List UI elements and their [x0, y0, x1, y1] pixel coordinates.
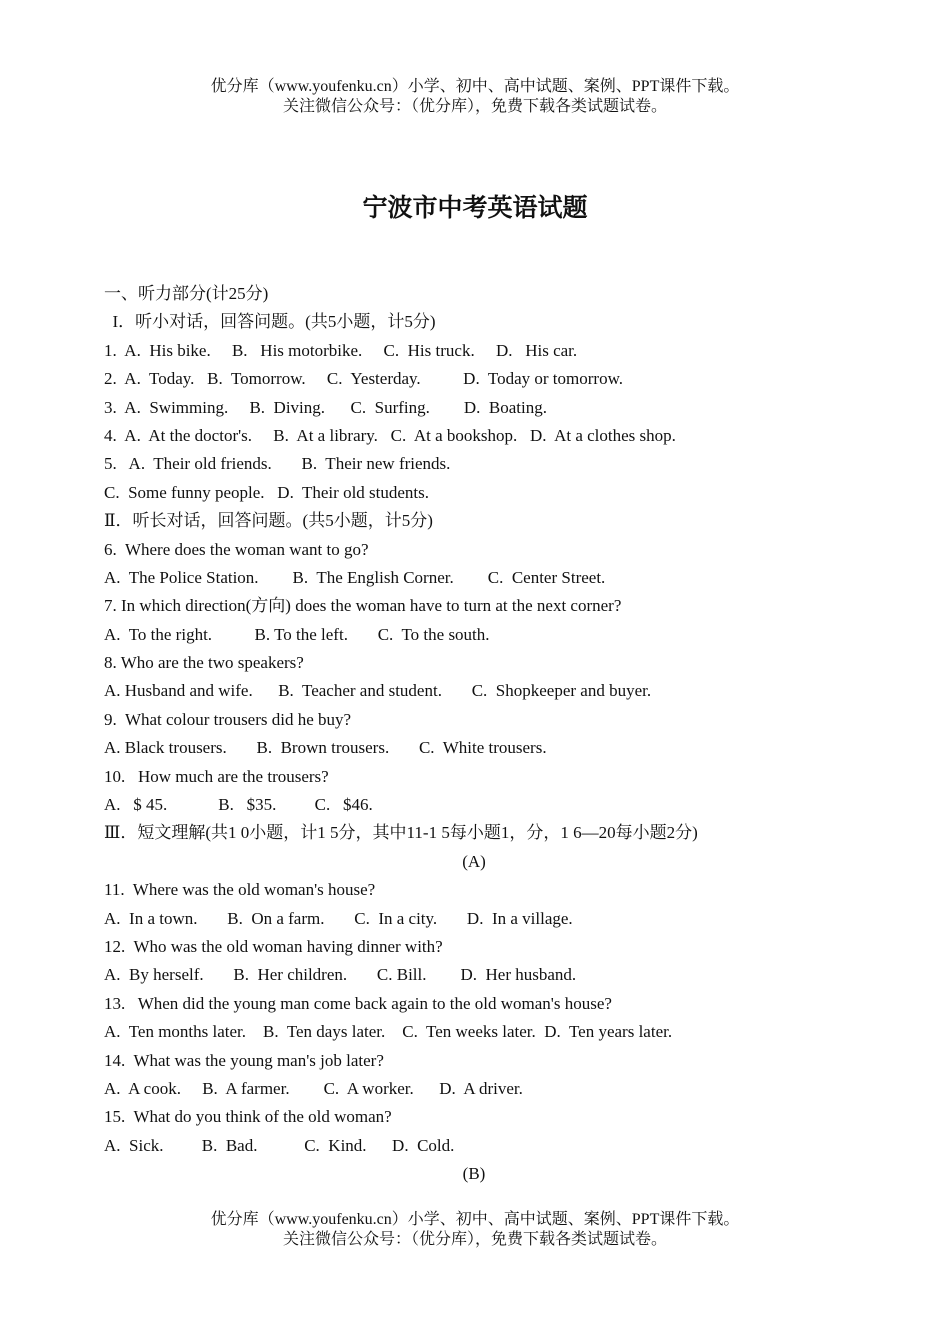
header-line-1: 优分库（www.youfenku.cn）小学、初中、高中试题、案例、PPT课件下载。: [210, 78, 740, 95]
options-line: A. By herself. B. Her children. C. Bill. D. Her husband.: [104, 965, 577, 985]
options-line: A. $ 45. B. $35. C. $46.: [104, 795, 373, 815]
question-line: 3. A. Swimming. B. Diving. C. Surfing. D. Boating.: [104, 397, 547, 417]
question-line: 7. In which direction(方向) does the woman have to turn at the next corner?: [104, 596, 622, 616]
question-line: 13. When did the young man come back again to the old woman's house?: [104, 993, 612, 1013]
question-line: 15. What do you think of the old woman?: [104, 1107, 392, 1127]
question-line: 8. Who are the two speakers?: [104, 653, 304, 673]
options-line: A. Black trousers. B. Brown trousers. C. White trousers.: [104, 738, 547, 758]
page-footer: [0, 1210, 950, 1250]
question-line: 1. A. His bike. B. His motorbike. C. His truck. D. His car.: [104, 340, 578, 360]
passage-label: (A): [462, 851, 486, 871]
options-line: A. Husband and wife. B. Teacher and student. C. Shopkeeper and buyer.: [104, 681, 652, 701]
question-line: 14. What was the young man's job later?: [104, 1050, 384, 1070]
part-heading: Ⅱ．听长对话，回答问题。(共5小题，计5分): [104, 511, 433, 531]
document-body: [104, 280, 864, 1189]
question-line: 4. A. At the doctor's. B. At a library. C. At a bookshop. D. At a clothes shop.: [104, 425, 676, 445]
question-line: 5. A. Their old friends. B. Their new friends.: [104, 454, 451, 474]
question-line: 9. What colour trousers did he buy?: [104, 709, 352, 729]
question-line: 2. A. Today. B. Tomorrow. C. Yesterday. D. Today or tomorrow.: [104, 369, 623, 389]
section-heading: 一、听力部分(计25分): [104, 284, 269, 303]
options-line: A. To the right. B. To the left. C. To the south.: [104, 624, 490, 644]
options-line: A. A cook. B. A farmer. C. A worker. D. A driver.: [104, 1078, 523, 1098]
part-heading: I．听小对话，回答问题。(共5小题，计5分): [104, 312, 436, 332]
header-line-2: 关注微信公众号：（优分库），免费下载各类试题试卷。: [282, 98, 667, 115]
question-line: 11. Where was the old woman's house?: [104, 880, 376, 900]
part-heading: Ⅲ．短文理解(共1 0小题，计1 5分，其中11-1 5每小题1，分，1 6—20每小题2分): [104, 823, 698, 843]
options-line: A. Ten months later. B. Ten days later. C. Ten weeks later. D. Ten years later.: [104, 1022, 673, 1042]
options-line: A. Sick. B. Bad. C. Kind. D. Cold.: [104, 1135, 455, 1155]
footer-line-2: 关注微信公众号：（优分库），免费下载各类试题试卷。: [282, 1231, 667, 1248]
document-title: 宁波市中考英语试题: [362, 193, 588, 222]
options-line: A. In a town. B. On a farm. C. In a city. D. In a village.: [104, 908, 573, 928]
options-line: C. Some funny people. D. Their old students.: [104, 482, 430, 502]
footer-line-1: 优分库（www.youfenku.cn）小学、初中、高中试题、案例、PPT课件下载。: [210, 1211, 740, 1228]
question-line: 12. Who was the old woman having dinner with?: [104, 936, 443, 956]
question-line: 6. Where does the woman want to go?: [104, 539, 369, 559]
page-header: [0, 77, 950, 117]
question-line: 10. How much are the trousers?: [104, 766, 329, 786]
passage-label: (B): [462, 1164, 486, 1184]
options-line: A. The Police Station. B. The English Corner. C. Center Street.: [104, 567, 606, 587]
